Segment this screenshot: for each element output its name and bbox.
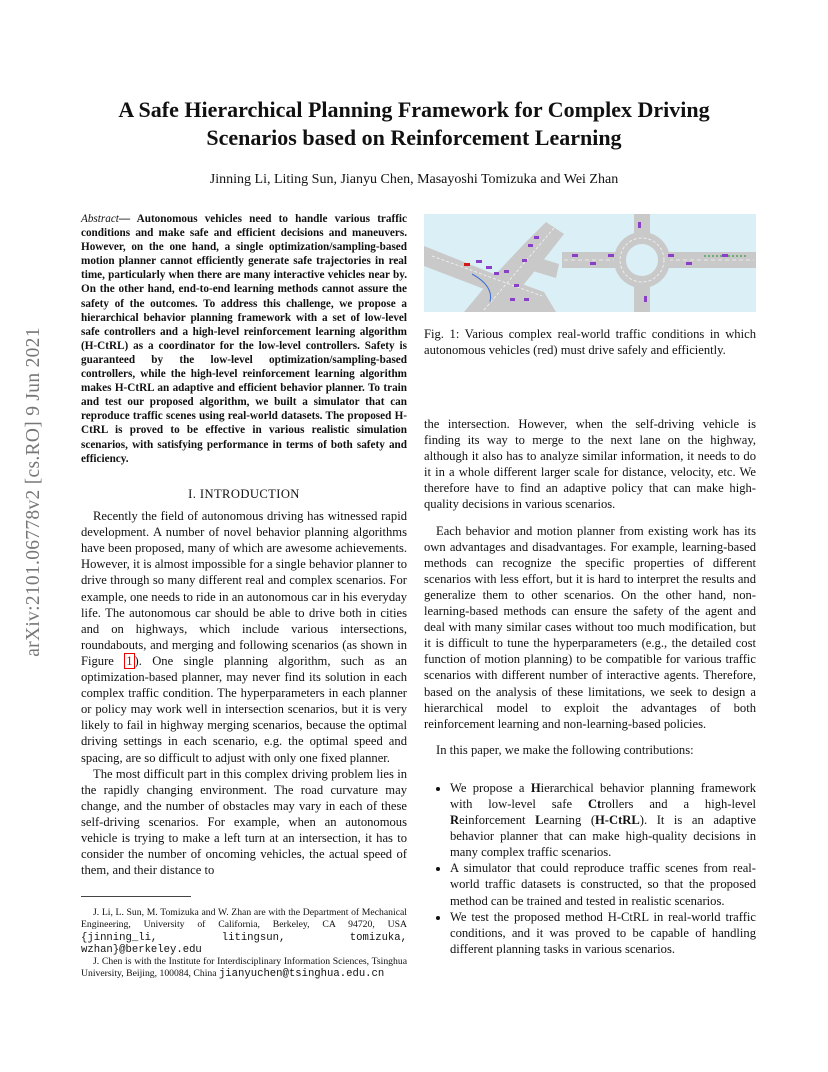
contribution-item: • A simulator that could reproduce traffic scenes from real-world traffic datasets is constructed, so that the proposed method can be trained and tested in realistic scenarios. [450,860,756,908]
footnote-affiliation-1: J. Li, L. Sun, M. Tomizuka and W. Zhan are with the Department of Mechanical Engineering, University of California, Berkeley, CA 94720, USA {jinning_li, litingsun, tomizuka, wzhan}@berkeley.edu [81,907,407,956]
planner-comparison-paragraph: Each behavior and motion planner from existing work has its own advantages and disadvantages. For example, learning-based methods can recognize the specific properties of different scenarios with less effort, but it is hard to interpret the results and generalize them to other scenarios. On the other hand, non-learning-based methods can ensure the safety of the agent and deal with many similar cases without too much modification, but it is difficult to tune the hyperparameters (e.g., the detailed cost function of motion planning) to be compatible for various traffic scenarios with different number of interactive agents. Therefore, based on the analysis of these limitations, we seek to design a hierarchical model to exploit the advantages of both reinforcement learning and non-learning-based policies. [424,523,756,731]
figure-caption: Fig. 1: Various complex real-world traffic conditions in which autonomous vehicles (red) must drive safely and efficiently. [424,327,756,358]
contributions-intro: In this paper, we make the following contributions: [436,742,694,757]
contributions-list [424,780,756,957]
ego-vehicle-marker [464,263,470,266]
author-list: Jinning Li, Liting Sun, Jianyu Chen, Masayoshi Tomizuka and Wei Zhan [209,172,619,187]
section-heading: I. INTRODUCTION [188,487,300,501]
footnote-affiliation-2: J. Chen is with the Institute for Interdisciplinary Information Sciences, Tsinghua University, Beijing, 100084, China jianyuchen@tsinghua.edu.cn [81,956,407,981]
footnotes [81,907,407,981]
right-column-text [424,416,756,957]
figure-reference-link[interactable]: 1 [126,653,133,668]
arxiv-identifier: arXiv:2101.06778v2 [cs.RO] 9 Jun 2021 [23,327,44,657]
abstract-label: Abstract [81,213,119,225]
contribution-item: • We test the proposed method H-CtRL in real-world traffic conditions, and it was proved to be capable of handling different planning tasks in various scenarios. [450,909,756,957]
introduction-section [81,486,407,878]
paper-title: A Safe Hierarchical Planning Framework for Complex Driving Scenarios based on Reinforcement Learning [118,97,710,150]
intro-paragraph-1: Recently the field of autonomous driving has witnessed rapid development. A number of novel behavior planning algorithms have been proposed, many of which are awesome achievements. However, it is almost impossible for a single behavior planner to drive through so many different real and complex scenarios. For example, one needs to ride in an autonomous car in his everyday life. The autonomous car should be able to drive both in cities and on highways, which include various intersections, roundabouts, and merging and following scenarios (as shown in Figure 1 ). One single planning algorithm, such as an optimization-based planner, may never find its solution in each complex traffic condition. The hyperparameters in each planner or policy may work well in intersection scenarios, but it is very likely to fail in highway merging scenarios, because the optimal driving settings in each scenario, e.g. the optimal speed and spacing, are so difficult to adjust with only one fixed planner. [81,509,407,765]
continued-paragraph: the intersection. However, when the self-driving vehicle is finding its way to merge to the next lane on the highway, although it also has to analyze similar information, it needs to do it in a whole different larger scale for distance, velocity, etc. We therefore have to find an adaptive policy that can make high-quality decisions in various scenarios. [424,417,756,512]
abstract-body: — Autonomous vehicles need to handle various traffic conditions and make safe and efficient decisions and maneuvers. However, on the one hand, a single optimization/sampling-based motion planner cannot efficiently generate safe trajectories in real time, particularly when there are many interactive vehicles near by. On the other hand, end-to-end learning methods cannot assure the safety of the outcomes. To address this challenge, we propose a hierarchical behavior planning framework with a set of low-level safe controllers and a high-level reinforcement learning algorithm (H-CtRL) as a coordinator for the low-level controllers. Safety is guaranteed by the low-level optimization/sampling-based controllers, while the high-level reinforcement learning algorithm makes H-CtRL an adaptive and efficient behavior planner. To train and test our proposed algorithm, we built a simulator that can reproduce traffic scenes using real-world datasets. The proposed H-CtRL is proved to be effective in various realistic simulation scenarios, with satisfying performance in terms of both safety and efficiency. [81,213,407,465]
footnote-divider [81,896,191,897]
figure-1-traffic-scenes [424,214,756,312]
traffic-scenes-image [424,214,756,312]
abstract [81,212,407,466]
contribution-item: • We propose a Hierarchical behavior planning framework with low-level safe Ctrollers and a high-level Reinforcement Learning (H-CtRL). It is an adaptive behavior planner that can make high-quality decisions in many complex traffic scenarios. [450,780,756,860]
roundabout-scene [562,214,756,312]
intro-paragraph-2: The most difficult part in this complex driving problem lies in the rapidly changing environment. The road curvature may change, and the number of obstacles may vary in each of these self-driving scenarios. For example, when an autonomous vehicle is trying to make a left turn at an intersection, it has to consider the number of oncoming vehicles, the actual speed of them, and their distance to [81,766,407,878]
intersection-scene [424,222,564,312]
